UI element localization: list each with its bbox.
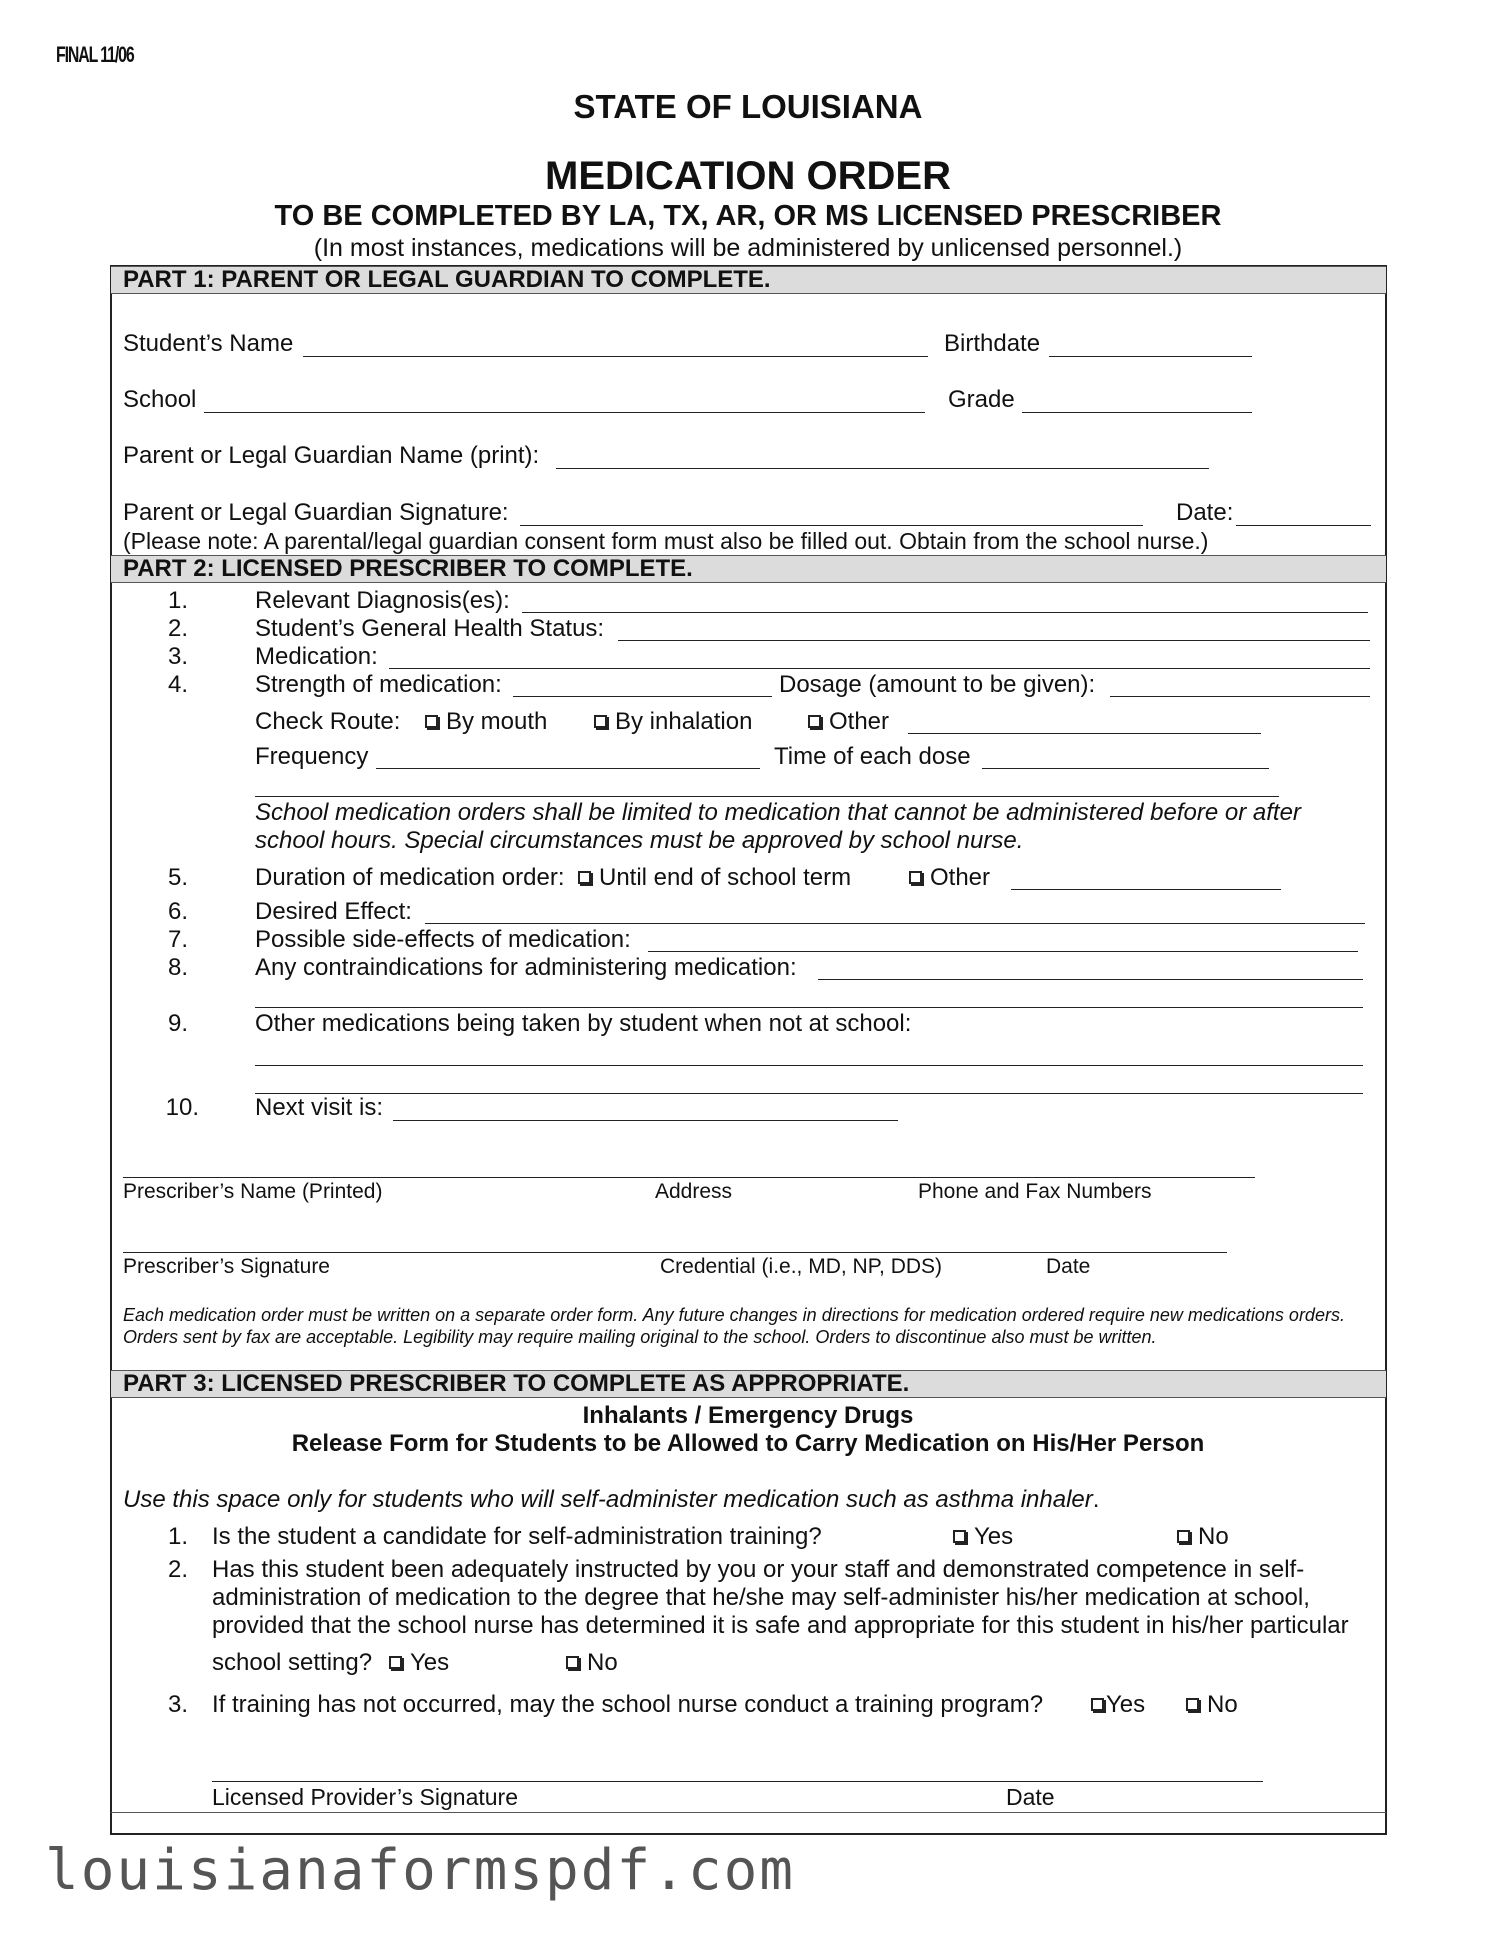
q2-no-label: No (587, 1649, 618, 1676)
desired-effect-label: Desired Effect: (255, 898, 412, 925)
q1-no-label: No (1198, 1523, 1229, 1550)
q3-yes-option[interactable] (1091, 1691, 1145, 1719)
guardian-name-field[interactable] (556, 468, 1209, 469)
q2-yes-label: Yes (410, 1649, 450, 1676)
strength-field[interactable] (513, 696, 772, 697)
page-subtitle: TO BE COMPLETED BY LA, TX, AR, OR MS LICENSED PRESCRIBER (274, 200, 1222, 232)
school-field[interactable] (204, 412, 925, 413)
guardian-signature-field[interactable] (520, 525, 1143, 526)
health-status-field[interactable] (618, 640, 1370, 641)
checkbox-icon[interactable] (1091, 1698, 1104, 1711)
item-number: 3. (167, 643, 188, 670)
question-1: Is the student a candidate for self-administration training? (212, 1523, 822, 1550)
duration-label: Duration of medication order: (255, 864, 565, 891)
administration-note: (In most instances, medications will be administered by unlicensed personnel.) (313, 234, 1183, 262)
q3-yes-label: Yes (1106, 1691, 1146, 1718)
q2-yes-option[interactable] (389, 1649, 449, 1677)
q3-no-label: No (1207, 1691, 1238, 1718)
checkbox-icon[interactable] (1186, 1698, 1199, 1711)
item-number: 4. (167, 671, 188, 698)
item-number: 2. (167, 615, 188, 642)
route-mouth-option[interactable] (425, 708, 547, 736)
school-label: School (123, 386, 197, 413)
part3-intro-text: Use this space only for students who will self-administer medication such as asthma inhaler (123, 1486, 1093, 1513)
question-number: 3. (167, 1691, 188, 1718)
next-visit-field[interactable] (393, 1120, 898, 1121)
part3-intro-period: . (1092, 1486, 1100, 1513)
student-name-field[interactable] (303, 356, 928, 357)
grade-label: Grade (948, 386, 1015, 413)
item-number: 10. (165, 1094, 199, 1121)
guardian-name-label: Parent or Legal Guardian Name (print): (123, 442, 540, 469)
state-heading: STATE OF LOUISIANA (573, 88, 923, 125)
route-other-label: Other (829, 708, 890, 735)
next-visit-label: Next visit is: (255, 1094, 384, 1121)
other-medications-field[interactable] (255, 1065, 1363, 1066)
question-2-line-4: school setting? (212, 1649, 373, 1676)
route-other-field[interactable] (908, 733, 1261, 734)
checkbox-icon[interactable] (389, 1656, 402, 1669)
contraindications-extra-line[interactable] (255, 1007, 1363, 1008)
q1-yes-option[interactable] (953, 1523, 1013, 1551)
frequency-extra-line[interactable] (255, 796, 1279, 797)
question-2-line-3: provided that the school nurse has determined it is safe and appropriate for this student in his/her particular (212, 1612, 1349, 1639)
address-label: Address (655, 1180, 733, 1203)
other-medications-field-2[interactable] (255, 1093, 1363, 1094)
route-other-option[interactable] (808, 708, 889, 736)
revision-stamp: FINAL 11/06 (56, 42, 134, 67)
checkbox-icon[interactable] (808, 715, 821, 728)
birthdate-label: Birthdate (944, 330, 1041, 357)
question-3: If training has not occurred, may the school nurse conduct a training program? (212, 1691, 1044, 1718)
other-medications-label: Other medications being taken by student when not at school: (255, 1010, 912, 1037)
student-name-label: Student’s Name (123, 330, 294, 357)
prescriber-signature-label: Prescriber’s Signature (123, 1255, 330, 1278)
duration-other-option[interactable] (909, 864, 990, 892)
contraindications-label: Any contraindications for administering medication: (255, 954, 797, 981)
question-number: 1. (167, 1523, 188, 1550)
duration-term-label: Until end of school term (599, 864, 852, 891)
item-number: 5. (167, 864, 188, 891)
part3-intro (123, 1486, 1099, 1514)
item-number: 7. (167, 926, 188, 953)
health-status-label: Student’s General Health Status: (255, 615, 605, 642)
consent-note: (Please note: A parental/legal guardian consent form must also be filled out. Obtain from the school nurse.) (123, 528, 1209, 554)
part3-subheading: Inhalants / Emergency Drugs (582, 1402, 914, 1429)
checkbox-icon[interactable] (594, 715, 607, 728)
prescriber-date-label: Date (1046, 1255, 1091, 1278)
time-of-dose-label: Time of each dose (774, 743, 971, 770)
item-number: 8. (167, 954, 188, 981)
bottom-divider (111, 1812, 1386, 1813)
checkbox-icon[interactable] (1177, 1530, 1190, 1543)
checkbox-icon[interactable] (578, 871, 591, 884)
medication-field[interactable] (389, 668, 1370, 669)
school-hours-note: School medication orders shall be limited to medication that cannot be administered before or after (255, 799, 1301, 826)
diagnosis-label: Relevant Diagnosis(es): (255, 587, 510, 614)
prescriber-info-line[interactable] (123, 1177, 1255, 1178)
credential-label: Credential (i.e., MD, NP, DDS) (660, 1255, 943, 1278)
provider-signature-label: Licensed Provider’s Signature (212, 1784, 518, 1810)
route-inhalation-option[interactable] (594, 708, 752, 736)
duration-other-label: Other (930, 864, 991, 891)
side-effects-field[interactable] (648, 951, 1358, 952)
checkbox-icon[interactable] (425, 715, 438, 728)
question-2-line-2: administration of medication to the degree that he/she may self-administer his/her medication at school, (212, 1584, 1310, 1611)
checkbox-icon[interactable] (566, 1656, 579, 1669)
duration-term-option[interactable] (578, 864, 851, 892)
strength-label: Strength of medication: (255, 671, 502, 698)
q1-yes-label: Yes (974, 1523, 1014, 1550)
desired-effect-field[interactable] (425, 923, 1365, 924)
checkbox-icon[interactable] (909, 871, 922, 884)
side-effects-label: Possible side-effects of medication: (255, 926, 631, 953)
route-inhalation-label: By inhalation (615, 708, 753, 735)
item-number: 9. (167, 1010, 188, 1037)
contraindications-field[interactable] (818, 979, 1363, 980)
part1-heading: PART 1: PARENT OR LEGAL GUARDIAN TO COMPLETE. (111, 266, 1386, 294)
duration-other-field[interactable] (1011, 889, 1281, 890)
prescriber-name-label: Prescriber’s Name (Printed) (123, 1180, 383, 1203)
provider-date-label: Date (1006, 1784, 1055, 1810)
dosage-label: Dosage (amount to be given): (779, 671, 1096, 698)
provider-signature-line[interactable] (212, 1781, 1263, 1782)
part3-heading: PART 3: LICENSED PRESCRIBER TO COMPLETE AS APPROPRIATE. (111, 1370, 1386, 1398)
q3-no-option[interactable] (1186, 1691, 1238, 1719)
fine-print: Each medication order must be written on a separate order form. Any future changes in directions for medication ordered require new medications orders. Orders sent by fax are acceptable. Legibility may require mailing original to the school. Orders to discontinue also must be written. (123, 1305, 1345, 1347)
route-mouth-label: By mouth (446, 708, 548, 735)
question-2: Has this student been adequately instructed by you or your staff and demonstrated competence in self- (212, 1556, 1305, 1583)
item-number: 1. (167, 587, 188, 614)
site-watermark: louisianaformspdf.com (45, 1838, 796, 1903)
phone-fax-label: Phone and Fax Numbers (918, 1180, 1152, 1203)
school-hours-note-2: school hours. Special circumstances must be approved by school nurse. (255, 827, 1024, 854)
question-number: 2. (167, 1556, 188, 1583)
prescriber-signature-line[interactable] (123, 1252, 1227, 1253)
q1-no-option[interactable] (1177, 1523, 1229, 1551)
guardian-date-label: Date: (1176, 499, 1234, 526)
birthdate-field[interactable] (1049, 356, 1252, 357)
medication-label: Medication: (255, 643, 378, 670)
guardian-date-field[interactable] (1236, 525, 1371, 526)
guardian-signature-label: Parent or Legal Guardian Signature: (123, 499, 509, 526)
dosage-field[interactable] (1110, 696, 1370, 697)
grade-field[interactable] (1022, 412, 1252, 413)
item-number: 6. (167, 898, 188, 925)
part3-subheading-2: Release Form for Students to be Allowed to Carry Medication on His/Her Person (291, 1430, 1205, 1457)
q2-no-option[interactable] (566, 1649, 618, 1677)
page-title: MEDICATION ORDER (545, 154, 951, 198)
frequency-label: Frequency (255, 743, 369, 770)
route-label: Check Route: (255, 708, 401, 735)
checkbox-icon[interactable] (953, 1530, 966, 1543)
frequency-field[interactable] (376, 768, 760, 769)
diagnosis-field[interactable] (522, 612, 1368, 613)
time-of-dose-field[interactable] (982, 768, 1269, 769)
part2-heading: PART 2: LICENSED PRESCRIBER TO COMPLETE. (111, 555, 1386, 583)
